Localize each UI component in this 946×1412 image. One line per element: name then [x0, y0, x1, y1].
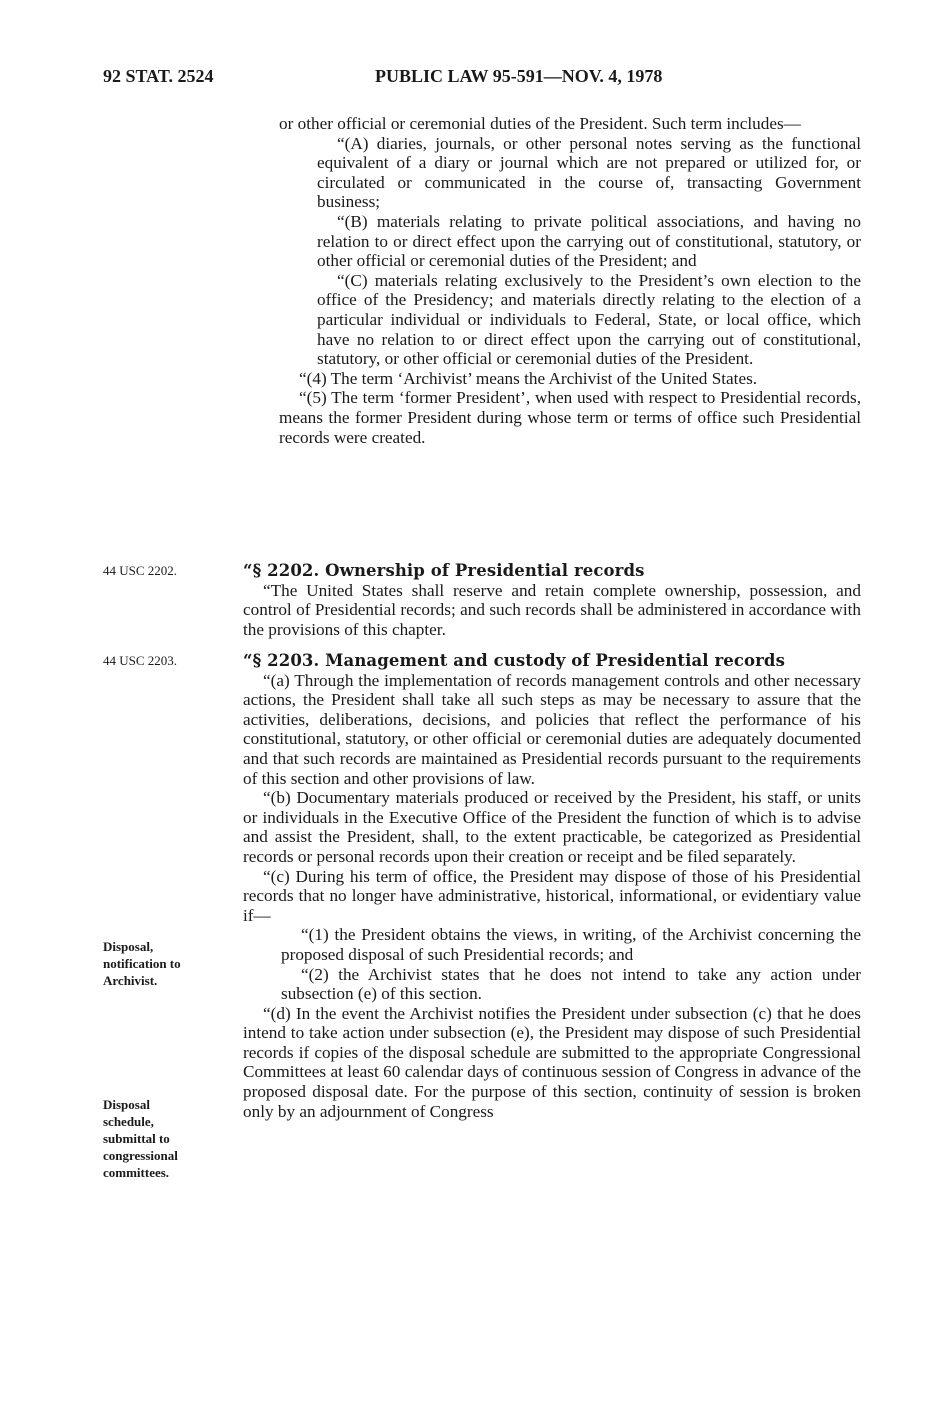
margin-note-line: notification to: [103, 956, 181, 971]
section-2203: [243, 651, 861, 1121]
subsection-c: “(c) During his term of office, the President may dispose of those of his Presidential records that no longer have administrative, historical, informational, or evidentiary value if—: [243, 866, 861, 925]
item-c: “(C) materials relating exclusively to the President’s own election to the office of the Presidency; and materials directly relating to the election of a particular individual or individuals to Federal, State, or local office, which have no relation to or direct effect upon the carrying out of constitutional, statutory, or other official or ceremonial duties of the President.: [317, 270, 861, 369]
margin-note-line: schedule,: [103, 1114, 154, 1129]
statute-reference: 92 STAT. 2524: [103, 66, 214, 86]
section-2202: [243, 561, 861, 639]
subsection-d: “(d) In the event the Archivist notifies the President under subsection (c) that he does intend to take action under subsection (e), the President may dispose of such Presidential records if copies of the disposal schedule are submitted to the appropriate Congressional Committees at least 60 calendar days of continuous session of Congress in advance of the proposed disposal date. For the purpose of this section, continuity of session is broken only by an adjournment of Congress: [243, 1003, 861, 1121]
section-2202-text: “The United States shall reserve and retain complete ownership, possession, and control of Presidential records; and such records shall be administered in accordance with the provisions of this chapter.: [243, 580, 861, 639]
subsection-c-1: “(1) the President obtains the views, in writing, of the Archivist concerning the proposed disposal of such Presidential records; and: [281, 925, 861, 964]
item-b: “(B) materials relating to private political associations, and having no relation to or direct effect upon the carrying out of constitutional, statutory, or other official or ceremonial duties of the President; and: [317, 211, 861, 271]
section-2202-heading: “§ 2202. Ownership of Presidential records: [243, 561, 645, 580]
definition-4: “(4) The term ‘Archivist’ means the Archivist of the United States.: [299, 368, 758, 388]
subsection-c-2: “(2) the Archivist states that he does not intend to take any action under subsection (e) of this section.: [281, 964, 861, 1004]
margin-note-usc-2203: 44 USC 2203.: [103, 653, 178, 668]
margin-note-line: congressional: [103, 1148, 178, 1163]
page-header: [103, 66, 723, 90]
intro-text: or other official or ceremonial duties of the President. Such term includes—: [279, 114, 801, 133]
margin-note-usc-2202: 44 USC 2202.: [103, 563, 178, 578]
page-title: PUBLIC LAW 95-591—NOV. 4, 1978: [375, 66, 663, 86]
margin-note-line: Disposal,: [103, 939, 154, 954]
margin-note-disposal-notification: [103, 938, 231, 989]
section-2203-heading: “§ 2203. Management and custody of Presidential records: [243, 651, 785, 670]
margin-note-line: Disposal: [103, 1097, 150, 1112]
subsection-a: “(a) Through the implementation of records management controls and other necessary actions, the President shall take all such steps as may be necessary to assure that the activities, deliberations, decisions, and policies that reflect the performance of his constitutional, statutory, or other official or ceremonial duties are adequately documented and that such records are maintained as Presidential records pursuant to the requirements of this section and other provisions of law.: [243, 670, 861, 788]
margin-note-line: Archivist.: [103, 973, 158, 988]
margin-note-line: committees.: [103, 1165, 170, 1180]
subsection-b: “(b) Documentary materials produced or received by the President, his staff, or units or individuals in the Executive Office of the President the function of which is to advise and assist the President, shall, to the extent practicable, be categorized as Presidential records or personal records upon their creation or receipt and be filed separately.: [243, 788, 861, 866]
definition-5: “(5) The term ‘former President’, when used with respect to Presidential records, means the former President during whose term or terms of office such Presidential records were created.: [279, 388, 861, 447]
margin-note-disposal-schedule: [103, 1096, 231, 1181]
item-a: “(A) diaries, journals, or other personal notes serving as the functional equivalent of a diary or journal which are not prepared or utilized for, or circulated or communicated in the course of, transacting Government business;: [317, 133, 861, 212]
definitions-block: [279, 114, 861, 447]
margin-note-line: submittal to: [103, 1131, 170, 1146]
